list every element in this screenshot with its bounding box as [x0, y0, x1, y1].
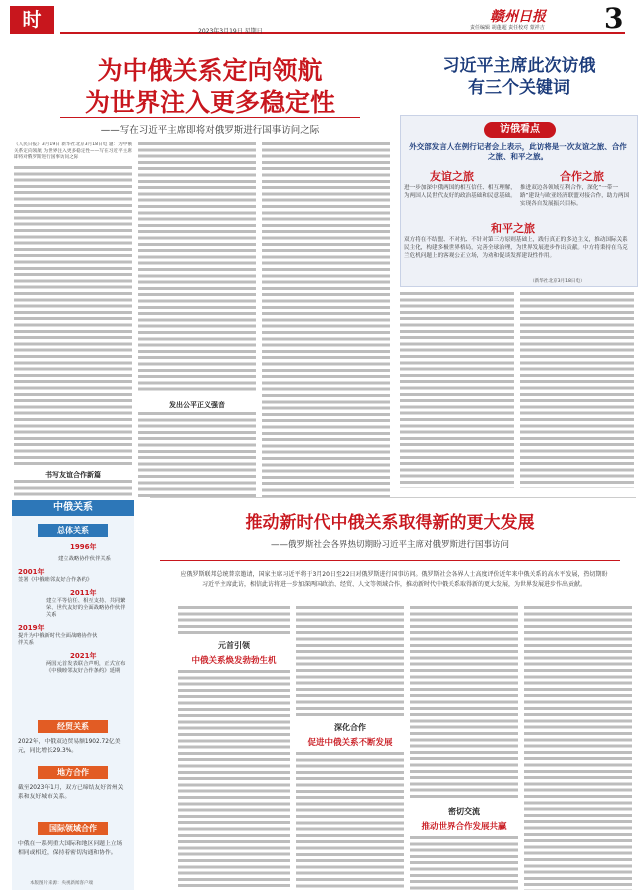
timeline-text: 建立战略协作伙伴关系: [58, 556, 111, 562]
lead-column-3: [262, 142, 390, 498]
lead-headline-line1: 为中俄关系定向领航: [97, 56, 323, 85]
timeline-year: 2021年: [70, 652, 97, 660]
sidebar-trade-heading: 经贸关系: [38, 720, 108, 733]
subheading-1b: 中俄关系焕发勃勃生机: [191, 656, 277, 666]
section-tag: 时 事: [10, 6, 54, 34]
sidebar-trade-text: 2022年，中俄双边贸易额1902.72亿美元，同比增长29.3%。: [18, 739, 121, 754]
lead-intro: 《人民日报》3月19日 新华社北京3月18日电 题：为中俄关系定向领航 为世界注入更多稳定性——写在习近平主席即将对俄罗斯进行国事访问之际: [14, 142, 132, 160]
sidebar-timeline: [18, 542, 130, 675]
feature-headline-line2: 有三个关键词: [468, 78, 570, 98]
sidebar-title: 中俄关系: [12, 500, 134, 516]
subheading-2b: 促进中俄关系不断发展: [307, 738, 393, 748]
second-subtitle: ——俄罗斯社会各界热切期盼习近平主席对俄罗斯进行国事访问: [270, 540, 509, 550]
keyword-friendship-text: 进一步加深中俄两国的相互信任、相互理解，为两国人民世代友好的政治基础和民意基础。: [404, 185, 516, 199]
lead-column-1b: [14, 480, 132, 498]
feature-column-2: [520, 292, 634, 488]
lead-rule: [60, 117, 360, 118]
sidebar-intl-heading: 国际领域合作: [38, 822, 108, 835]
timeline-year: 2019年: [18, 624, 45, 632]
second-column-3a: [410, 606, 518, 800]
second-rule: [160, 560, 620, 561]
second-column-3: [410, 836, 518, 890]
lead-section-heading-2: 发出公平正义强音: [169, 401, 225, 409]
second-column-1: [178, 670, 290, 890]
keyword-cooperation: 合作之旅: [560, 170, 604, 183]
timeline-text: 建立平等信任、相互支持、共同繁荣、世代友好的全面战略协作伙伴关系: [46, 598, 126, 618]
sidebar-local-heading: 地方合作: [38, 766, 108, 779]
second-headline: 推动新时代中俄关系取得新的更大发展: [245, 513, 535, 533]
second-column-2: [296, 752, 404, 890]
lead-column-2: [138, 142, 256, 394]
feature-column-1: [400, 292, 514, 488]
sidebar-overview-heading: 总体关系: [38, 524, 108, 537]
feature-source: （新华社北京3月18日电）: [530, 279, 585, 284]
feature-headline: [400, 55, 638, 99]
timeline-entry: [18, 542, 130, 556]
timeline-year: 1996年: [70, 543, 97, 551]
divider: [150, 497, 636, 498]
lead-headline: [30, 55, 390, 119]
header-rule: [60, 32, 625, 34]
keyword-peace: 和平之旅: [491, 222, 535, 235]
issue-date: 2023年3月19日 星期日: [198, 28, 263, 35]
second-lede: 应俄罗斯联邦总统普京邀请，国家主席习近平将于3月20日至22日对俄罗斯进行国事访问。俄罗斯社会各界人士高度评价近年来中俄关系的高水平发展，热切期盼习近平主席此访，相信此访将进一步加深两国政治、经贸、人文等领域合作，推动新时代中俄关系取得新的更大发展，为世界发展进步作出贡献。: [180, 571, 608, 588]
keyword-cooperation-text: 推进双边各领域互利合作，深化“一带一路”建设与欧亚经济联盟对接合作，助力两国实现各自发展振兴目标。: [520, 185, 630, 207]
lead-column-1: [14, 166, 132, 466]
sidebar-intl-text: 中俄在一系列重大国际和地区问题上立场相同或相近，保持着密切沟通和协作。: [18, 841, 123, 856]
timeline-text: 签署《中俄睦邻友好合作条约》: [18, 577, 93, 583]
subheading-3: 密切交流: [448, 807, 480, 816]
timeline-year: 2011年: [70, 589, 97, 597]
editors-line: 责任编辑 胡蓬超 责任校对 蒙祥吉: [470, 25, 545, 31]
feature-headline-line1: 习近平主席此次访俄: [442, 56, 596, 76]
highlights-badge: 访俄看点: [484, 122, 556, 138]
newspaper-logo: 赣州日报: [490, 9, 546, 25]
sidebar-source: 本版图片来源：央视新闻客户端: [30, 881, 93, 886]
highlights-lede: 外交部发言人在例行记者会上表示，此访将是一次友谊之旅、合作之旅、和平之旅。: [409, 142, 627, 161]
keyword-friendship: 友谊之旅: [430, 170, 474, 183]
page-number: 3: [604, 2, 624, 35]
second-column-2a: [296, 606, 404, 716]
lead-section-heading: 书写友谊合作新篇: [45, 471, 101, 479]
subheading-1: 元首引领: [218, 641, 250, 650]
timeline-text: 两国元首发表联合声明，正式宣布《中俄睦邻友好合作条约》延期: [46, 661, 126, 674]
keyword-peace-text: 双方将在不结盟、不对抗、不针对第三方原则基础上，践行真正的多边主义，推动国际关系民主化，构建多极世界格局，完善全球治理，为世界发展进步作出贡献。中方将秉持在乌克兰危机问题上的客观公正立场，为劝和促谈发挥建设性作用。: [404, 237, 628, 259]
second-column-1a: [178, 606, 290, 634]
lead-headline-line2: 为世界注入更多稳定性: [84, 88, 335, 117]
sidebar-local-text: 截至2023年1月，双方已缔结友好省州关系和友好城市关系。: [18, 785, 124, 800]
subheading-3b: 推动世界合作发展共赢: [421, 822, 507, 832]
lead-subtitle: ——写在习近平主席即将对俄罗斯进行国事访问之际: [100, 125, 320, 136]
timeline-year: 2001年: [18, 568, 45, 576]
second-column-4: [524, 606, 632, 890]
timeline-text: 提升为中俄新时代全面战略协作伙伴关系: [18, 633, 98, 646]
lead-column-2b: [138, 412, 256, 498]
subheading-2: 深化合作: [334, 723, 366, 732]
